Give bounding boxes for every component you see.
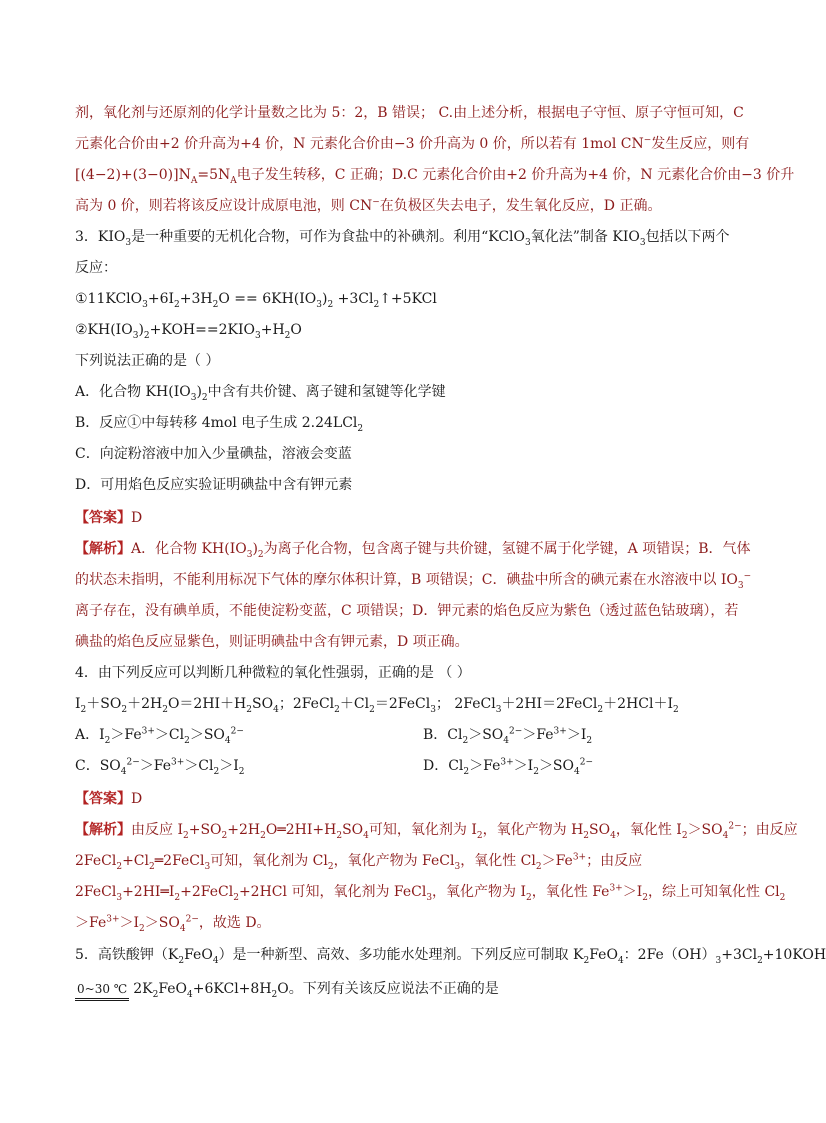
text-run: =5N: [197, 167, 231, 183]
text-run: ＞Fe: [110, 727, 142, 743]
question-5-stem: [75, 946, 826, 964]
text-run: SO: [589, 822, 611, 838]
text-run: 2: [149, 861, 155, 872]
text-run: 3: [737, 580, 744, 591]
text-run: O＝2HI＋H: [167, 696, 247, 712]
text-run: 2−: [126, 757, 140, 768]
question-4-reactions: [75, 695, 679, 713]
question-3-prompt: [75, 352, 219, 370]
text-run: 2: [583, 955, 590, 966]
text-run: ，故选 D。: [198, 915, 271, 931]
text-run: 2FeCl: [75, 884, 117, 900]
text-run: 2: [201, 392, 208, 403]
text-run: ＝2FeCl: [374, 696, 431, 712]
text-run: 4: [617, 955, 624, 966]
text-run: 中含有共价键、离子键和氢键等化学键: [207, 384, 446, 400]
text-run: +3Cl: [333, 291, 374, 307]
text-run: 2: [526, 892, 532, 903]
text-run: ): [196, 384, 202, 400]
text-run: ): [321, 291, 328, 307]
text-run: 3+: [171, 757, 185, 768]
text-run: 3: [430, 704, 436, 715]
text-run: 可知，氧化剂为 Cl: [210, 853, 328, 869]
reaction-1: [75, 290, 437, 308]
text-run: 2: [260, 830, 266, 841]
text-run: ；由反应: [586, 853, 643, 869]
text-run: 3+: [609, 883, 623, 894]
option-b: [75, 414, 363, 432]
question-5-stem: [75, 980, 499, 1001]
text-run: 3: [495, 704, 502, 715]
text-run: +2FeCl: [180, 884, 234, 900]
text-run: FeO: [158, 981, 188, 997]
text-run: ＞SO: [189, 727, 225, 743]
text-run: 5．高铁酸钾（K: [75, 947, 179, 963]
text-run: 4: [503, 735, 510, 746]
text-run: A．I: [75, 727, 105, 743]
explanation-3: [75, 633, 469, 651]
reaction-condition: 0~30 ℃: [75, 980, 129, 1001]
text-run: +2H: [227, 822, 261, 838]
text-run: 3: [190, 392, 197, 403]
explanation-4: [75, 821, 798, 839]
text-run: 2: [779, 892, 786, 903]
text-run: O═2HI+H: [265, 822, 337, 838]
text-run: ①11KClO: [75, 291, 143, 307]
text-run: ，氧化性 Fe: [531, 884, 610, 900]
explanation-4: [75, 883, 785, 901]
text-run: 离子存在，没有碘单质，不能使淀粉变蓝，C 项错误；D．钾元素的焰色反应为紫色（透过蓝色钴玻璃），若: [75, 603, 739, 619]
text-run: 3: [204, 861, 211, 872]
text-run: ②KH(IO: [75, 322, 133, 338]
text-run: +KOH==2KIO: [149, 322, 255, 338]
answer-3: [75, 509, 142, 527]
text-run: −: [372, 197, 380, 208]
text-run: 2: [174, 892, 181, 903]
text-run: 2: [143, 330, 150, 341]
text-run: 2: [80, 704, 87, 715]
text-run: 2: [373, 299, 380, 310]
text-run: 2: [327, 299, 334, 310]
text-run: ＞I: [219, 758, 239, 774]
text-run: ＞Cl: [184, 758, 214, 774]
question-4-stem: [75, 664, 471, 682]
text-run: 4: [610, 830, 616, 841]
text-run: 4: [212, 955, 219, 966]
explanation-3: [75, 602, 738, 620]
text-run: +SO: [188, 822, 222, 838]
text-run: ； 2FeCl: [435, 696, 496, 712]
text-run: 包括以下两个: [645, 229, 730, 245]
text-run: 2−: [728, 821, 742, 832]
text-run: +3H: [179, 291, 213, 307]
text-run: 2: [334, 704, 340, 715]
text-run: 2: [213, 766, 220, 777]
text-run: 剂，氧化剂与还原剂的化学计量数之比为 5：2，B 错误； C.由上述分析，根据电子守恒、原子守恒可知，C: [75, 105, 744, 121]
text-run: 2: [757, 955, 763, 966]
text-run: +6KCl+8H: [192, 981, 272, 997]
text-run: O。下列有关该反应说法不正确的是: [277, 981, 499, 997]
text-run: ，氧化性 I: [615, 822, 682, 838]
text-run: ＞I: [566, 727, 587, 743]
text-run: 2: [152, 989, 159, 1000]
text-run: ↑+5KCl: [379, 291, 437, 307]
text-run: ＞Fe: [75, 915, 107, 931]
text-run: ＞Fe: [522, 727, 554, 743]
text-run: 2K: [133, 981, 153, 997]
question-3-stem: [75, 228, 730, 246]
text-run: 2: [583, 830, 590, 841]
explanation-3: [75, 540, 751, 558]
text-run: +6I: [147, 291, 175, 307]
text-run: D．可用焰色反应实验证明碘盐中含有钾元素: [75, 477, 353, 493]
text-run: ，氧化产物为 FeCl: [333, 853, 455, 869]
text-run: 2: [184, 735, 190, 746]
text-run: 2: [463, 766, 470, 777]
option-right: [423, 726, 592, 744]
text-run: 2: [533, 766, 539, 777]
text-run: ，氧化性 Cl: [460, 853, 536, 869]
text-run: 2: [139, 923, 145, 934]
text-run: 氧化法”制备 KIO: [530, 229, 640, 245]
text-run: 3: [254, 330, 261, 341]
option-a: [75, 383, 446, 401]
text-run: 3: [142, 299, 148, 310]
text-run: 2: [104, 735, 111, 746]
text-run: ，综上可知氧化性 Cl: [648, 884, 780, 900]
text-run: A．化合物 KH(IO: [131, 541, 247, 557]
text-run: 4: [574, 766, 580, 777]
section-tag: 【答案】: [75, 510, 131, 526]
section-tag: 【解析】: [75, 822, 131, 838]
text-run: 3+: [500, 757, 514, 768]
text-run: B．反应①中每转移 4mol 电子生成 2.24LCl: [75, 415, 358, 431]
text-run: 4: [179, 923, 186, 934]
text-run: 3+: [553, 726, 567, 737]
text-run: ＋Cl: [339, 696, 370, 712]
text-run: 3: [715, 955, 722, 966]
text-run: 3: [125, 237, 132, 248]
text-run: 下列说法正确的是（ ）: [75, 353, 220, 369]
text-run: ＋2H: [127, 696, 163, 712]
text-run: 的状态未指明，不能利用标况下气体的摩尔体积计算，B 项错误；C．碘盐中所含的碘元素在水溶液中以 IO: [75, 572, 738, 588]
text-run: 2−: [509, 726, 523, 737]
text-run: 2: [597, 704, 604, 715]
text-run: 是一种重要的无机化合物，可作为食盐中的补碘剂。利用“KClO: [131, 229, 526, 245]
text-run: 2: [476, 830, 483, 841]
text-run: 2: [221, 830, 228, 841]
text-run: A: [190, 175, 198, 186]
text-run: 2: [336, 830, 343, 841]
text-run: 3: [426, 892, 433, 903]
text-run: ；2FeCl: [278, 696, 335, 712]
text-run: 2: [681, 830, 688, 841]
text-run: ＞I: [119, 915, 140, 931]
text-run: 3: [246, 549, 253, 560]
text-run: 2: [238, 766, 245, 777]
text-run: 3: [639, 237, 646, 248]
text-run: 4．由下列反应可以判断几种微粒的氧化性强弱，正确的是 （ ）: [75, 665, 471, 681]
text-run: SO: [342, 822, 364, 838]
text-run: 3: [316, 299, 322, 310]
question-3-stem: [75, 259, 117, 277]
text-run: 发生反应，则有: [651, 136, 750, 152]
text-run: [(4−2)+(3−0)]N: [75, 167, 191, 183]
option-c: [75, 445, 352, 463]
text-run: 4: [187, 989, 193, 1000]
text-run: D: [131, 510, 143, 526]
text-run: 2: [182, 830, 189, 841]
text-run: ): [138, 322, 144, 338]
text-run: +3Cl: [721, 947, 758, 963]
text-run: ＞Cl: [154, 727, 185, 743]
text-run: 2−: [185, 914, 199, 925]
text-run: ：2Fe（OH）: [623, 947, 716, 963]
text-run: A．化合物 KH(IO: [75, 384, 191, 400]
solution-text-line: [75, 197, 661, 215]
text-run: SO: [252, 696, 274, 712]
reaction-2: [75, 321, 302, 339]
options-a-b: [75, 726, 593, 746]
text-run: 3+: [106, 914, 120, 925]
text-run: 2: [357, 423, 364, 434]
text-run: 可知，氧化剂为 I: [368, 822, 477, 838]
text-run: O: [290, 322, 302, 338]
text-run: 由反应 I: [131, 822, 183, 838]
text-run: ，氧化产物为 H: [482, 822, 584, 838]
option-d: [75, 476, 352, 494]
text-run: 2: [642, 892, 648, 903]
text-run: 4: [224, 735, 231, 746]
text-run: ）是一种新型、高效、多功能水处理剂。下列反应可制取 K: [218, 947, 584, 963]
solution-text-line: [75, 135, 749, 153]
explanation-4: [75, 852, 642, 870]
text-run: I: [75, 696, 81, 712]
text-run: 3+: [572, 852, 587, 863]
text-run: 2: [271, 989, 278, 1000]
answer-4: [75, 790, 142, 808]
text-run: ＞I: [622, 884, 643, 900]
text-run: 2FeCl: [75, 853, 117, 869]
text-run: ): [252, 541, 258, 557]
text-run: B．Cl: [423, 727, 463, 743]
text-run: ＞SO: [538, 758, 575, 774]
option-right: [423, 757, 593, 775]
text-run: 2: [535, 861, 542, 872]
text-run: 4: [273, 704, 279, 715]
text-run: −: [643, 135, 652, 146]
text-run: 碘盐的焰色反应显紫色，则证明碘盐中含有钾元素，D 项正确。: [75, 634, 469, 650]
text-run: ═2FeCl: [154, 853, 205, 869]
text-run: 2: [257, 549, 264, 560]
text-run: 2: [174, 299, 180, 310]
text-run: ＋2HI＝2FeCl: [501, 696, 598, 712]
text-run: 2: [327, 861, 334, 872]
text-run: C．向淀粉溶液中加入少量碘盐，溶液会变蓝: [75, 446, 352, 462]
text-run: 2: [233, 892, 239, 903]
text-run: 为离子化合物，包含离子键与共价键，氢键不属于化学键，A 项错误；B．气体: [263, 541, 751, 557]
text-run: 高为 0 价，则若将该反应设计成原电池，则 CN: [75, 198, 373, 214]
text-run: 4: [120, 766, 127, 777]
text-run: FeO: [589, 947, 618, 963]
text-run: 4: [363, 830, 369, 841]
text-run: 2: [462, 735, 469, 746]
text-run: ＋SO: [86, 696, 122, 712]
text-run: 在负极区失去电子，发生氧化反应，D 正确。: [379, 198, 662, 214]
text-run: 反应：: [75, 260, 117, 276]
explanation-4: [75, 914, 271, 932]
text-run: 4: [722, 830, 729, 841]
text-run: −: [743, 571, 752, 582]
text-run: D．Cl: [423, 758, 464, 774]
text-run: ＞Fe: [139, 758, 172, 774]
solution-text-line: [75, 104, 744, 122]
text-run: A: [230, 175, 237, 186]
text-run: 2: [162, 704, 168, 715]
text-run: +H: [260, 322, 285, 338]
text-run: 2: [246, 704, 253, 715]
options-c-d: [75, 757, 594, 777]
solution-text-line: [75, 166, 794, 184]
text-run: +10KOH: [762, 947, 826, 963]
text-run: +Cl: [122, 853, 149, 869]
text-run: 电子发生转移，C 正确；D.C 元素化合价由+2 价升高为+4 价，N 元素化合价由−3 价升: [236, 167, 795, 183]
text-run: D: [131, 791, 143, 807]
text-run: 2: [178, 955, 185, 966]
text-run: ，氧化产物为 I: [432, 884, 527, 900]
text-run: 2: [369, 704, 375, 715]
text-run: 3: [454, 861, 461, 872]
text-run: 2: [284, 330, 291, 341]
text-run: 3+: [141, 726, 155, 737]
text-run: ＞Fe: [469, 758, 501, 774]
text-run: ；由反应: [741, 822, 798, 838]
text-run: ＞SO: [144, 915, 180, 931]
text-run: 3: [116, 892, 123, 903]
text-run: 3: [525, 237, 531, 248]
text-run: ＋2HCl＋I: [603, 696, 673, 712]
text-run: 2−: [579, 757, 594, 768]
text-run: 3: [132, 330, 139, 341]
text-run: 2: [116, 861, 123, 872]
text-run: 元素化合价由+2 价升高为+4 价，N 元素化合价由−3 价升高为 0 价，所以若有 1mol CN: [75, 136, 644, 152]
text-run: FeO: [184, 947, 213, 963]
text-run: C．SO: [75, 758, 121, 774]
section-tag: 【答案】: [75, 791, 131, 807]
text-run: 2−: [230, 726, 244, 737]
text-run: ＞Fe: [541, 853, 573, 869]
text-run: ＞SO: [468, 727, 504, 743]
text-run: +2HI═I: [122, 884, 175, 900]
text-run: +2HCl 可知，氧化剂为 FeCl: [238, 884, 427, 900]
text-run: 2: [586, 735, 593, 746]
explanation-3: [75, 571, 751, 589]
text-run: 2: [673, 704, 679, 715]
text-run: 3．KIO: [75, 229, 126, 245]
text-run: O == 6KH(IO: [218, 291, 317, 307]
text-run: 2: [212, 299, 219, 310]
section-tag: 【解析】: [75, 541, 131, 557]
text-run: 2: [121, 704, 128, 715]
text-run: ＞I: [513, 758, 534, 774]
text-run: ＞SO: [687, 822, 723, 838]
